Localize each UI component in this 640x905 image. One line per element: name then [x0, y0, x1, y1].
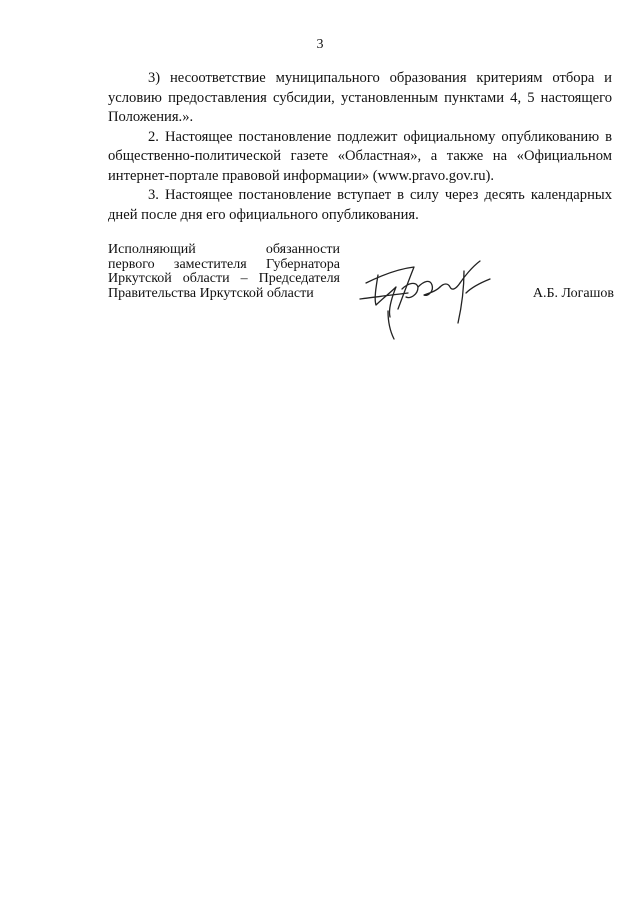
paragraph-subsidy-condition: 3) несоответствие муниципального образования критериям отбора и условию предоставления субсидии, установленным пунктами 4, 5 настоящего Положения.».: [108, 70, 612, 125]
paragraph-publication: 2. Настоящее постановление подлежит официальному опубликованию в общественно-политической газете «Областная», а также на «Официальном интернет-портале правовой информации» (www.pravo.gov.ru).: [108, 128, 612, 184]
handwritten-signature: [352, 247, 500, 343]
signature-block: [108, 243, 614, 343]
signer-title-line: Иркутской области – Председателя: [108, 271, 340, 286]
page-number: 3: [316, 37, 324, 52]
signer-title-line: Правительства Иркутской области: [108, 285, 314, 301]
paragraph-effective-date: 3. Настоящее постановление вступает в силу через десять календарных дней после дня его официального опубликования.: [108, 187, 612, 223]
signer-title-line: Исполняющий обязанности: [108, 242, 340, 257]
signer-name: А.Б. Логашов: [532, 286, 614, 301]
document-body: [108, 69, 612, 225]
signer-title: [108, 243, 340, 301]
signer-title-line: первого заместителя Губернатора: [108, 256, 340, 272]
